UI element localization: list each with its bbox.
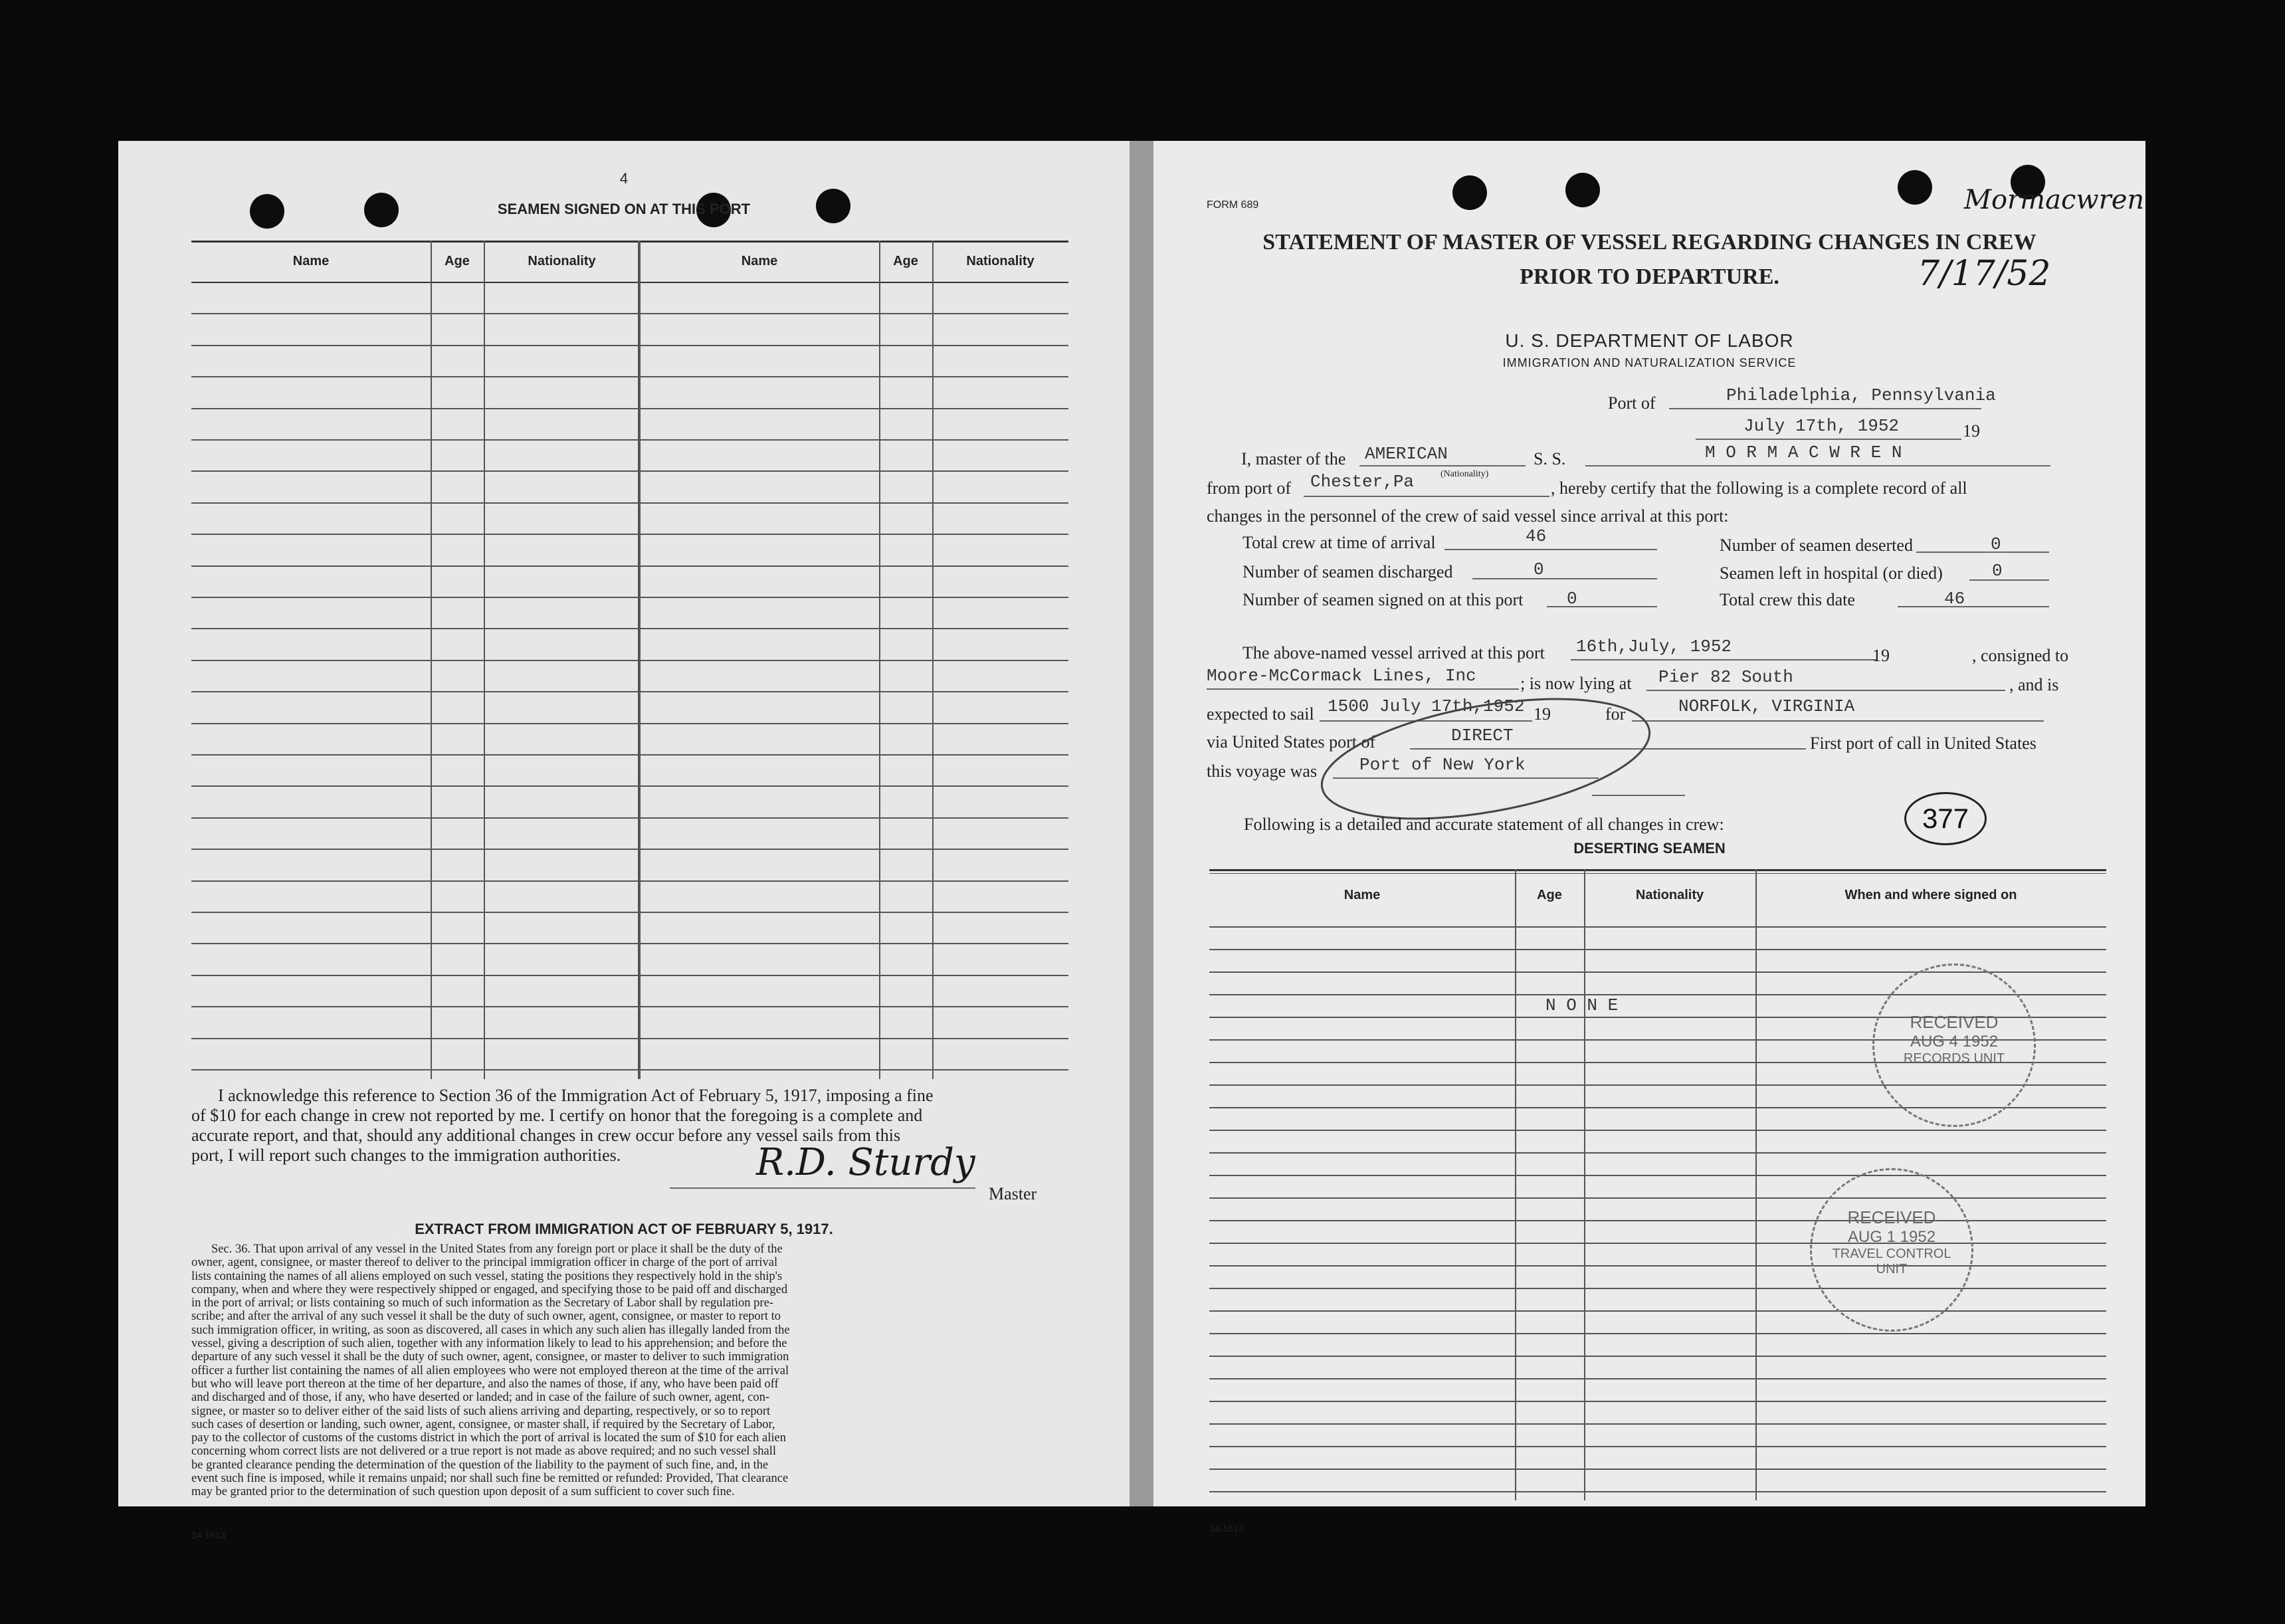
stamp-date-text: AUG 4 1952 <box>1910 1033 1999 1051</box>
table-row-rule <box>191 785 1068 787</box>
nationality-caption: (Nationality) <box>1441 469 1489 479</box>
total-crew-arrival-value: 46 <box>1526 526 1547 546</box>
seamen-discharged-value: 0 <box>1534 559 1544 579</box>
consignee-line <box>1207 688 1519 690</box>
extract-line: company, when and where they were respectively shipped or engaged, and specifying those to be paid off and discharged <box>191 1282 788 1296</box>
table-row-rule <box>1209 1491 2106 1492</box>
form-code: 14-1613 <box>191 1530 226 1540</box>
table-row-rule <box>1209 1220 2106 1221</box>
extract-line: but who will leave port thereon at the time of her departure, and also the names of those, if any, who have been paid off <box>191 1377 779 1391</box>
master-of-label: I, master of the <box>1241 449 1346 468</box>
following-text: Following is a detailed and accurate statement of all changes in crew: <box>1244 815 1724 834</box>
col-header-age: Age <box>1537 888 1562 902</box>
none-entry: N O N E <box>1545 995 1619 1015</box>
handwritten-date-note: 7/17/52 <box>1918 254 2051 294</box>
total-crew-arrival-label: Total crew at time of arrival <box>1242 533 1436 552</box>
seamen-signed-line <box>1547 606 1657 607</box>
lying-at-line <box>1646 690 2005 691</box>
department-name: U. S. DEPARTMENT OF LABOR <box>1505 330 1794 351</box>
seamen-hospital-line <box>1969 579 2049 581</box>
extract-line: such cases of desertion or landing, such owner, agent, consignee, or master shall, if required by the Secretary of Labor, <box>191 1417 775 1431</box>
binding-spine <box>1130 141 1153 1506</box>
col-header-name: Name <box>1343 888 1381 902</box>
stamp-received-text: RECEIVED <box>1847 1207 1936 1227</box>
table-row-rule <box>1209 1310 2106 1312</box>
voyage-label: this voyage was <box>1207 761 1318 781</box>
from-port-value: Chester,Pa <box>1310 472 1415 492</box>
seamen-hospital-value: 0 <box>1992 561 2003 581</box>
extract-line: owner, agent, consignee, or master thereof to deliver to the principal immigration officer in charge of the port of arrival <box>191 1256 778 1270</box>
stamp-unit-text: TRAVEL CONTROL <box>1832 1247 1951 1261</box>
extract-line: Sec. 36. That upon arrival of any vessel in the United States from any foreign port or place it shall be the duty of the <box>211 1243 783 1256</box>
for-label: for <box>1605 704 1626 724</box>
stamp-unit-text: RECORDS UNIT <box>1903 1051 2005 1066</box>
table-row-rule <box>191 439 1068 441</box>
table-row-rule <box>1209 1152 2106 1154</box>
form-title: STATEMENT OF MASTER OF VESSEL REGARDING CHANGES IN CREW <box>1262 230 2037 254</box>
received-stamp-records <box>1872 964 2036 1127</box>
extract-line: concerning whom correct lists are not delivered or a true report is not made as above required; and no such vessel shall <box>191 1445 776 1459</box>
table-row-rule <box>1209 1469 2106 1470</box>
table-row-rule <box>191 408 1068 409</box>
seamen-hospital-label: Seamen left in hospital (or died) <box>1720 563 1943 583</box>
col-header-age: Age <box>893 254 918 268</box>
extract-title: EXTRACT FROM IMMIGRATION ACT OF FEBRUARY 5, 1917. <box>415 1221 833 1237</box>
lying-at-label: ; is now lying at <box>1520 674 1632 693</box>
voyage-value: Port of New York <box>1359 755 1526 775</box>
from-port-line <box>1304 496 1549 497</box>
punch-hole <box>1565 173 1600 207</box>
signature-line <box>670 1187 975 1189</box>
form-subtitle: PRIOR TO DEPARTURE. <box>1520 264 1779 289</box>
col-header-nationality: Nationality <box>1635 888 1704 902</box>
separator-line <box>1592 795 1685 796</box>
table-row-rule <box>191 376 1068 377</box>
table-row-rule <box>191 975 1068 976</box>
via-label: via United States port of <box>1207 732 1376 752</box>
nationality-line <box>1359 465 1526 466</box>
col-header-nationality: Nationality <box>966 254 1035 268</box>
form-number: FORM 689 <box>1207 199 1259 211</box>
certify-text: , hereby certify that the following is a complete record of all <box>1551 478 1967 498</box>
port-label: Port of <box>1608 393 1656 413</box>
date-value: July 17th, 1952 <box>1743 416 1900 436</box>
extract-line: officer a further list containing the names of all alien employees who were not employed thereon at the time of the arrival <box>191 1364 789 1377</box>
table-row-rule <box>191 1038 1068 1039</box>
table-row-rule <box>191 470 1068 472</box>
expected-label: expected to sail <box>1207 704 1314 724</box>
consigned-label: , consigned to <box>1972 646 2069 665</box>
table-row-rule <box>191 817 1068 819</box>
stamp-unit-text: UNIT <box>1876 1262 1908 1276</box>
vessel-name: M O R M A C W R E N <box>1705 443 1902 462</box>
acknowledgment-line: of $10 for each change in crew not reported by me. I certify on honor that the foregoing is a complete and <box>191 1106 923 1125</box>
table-row-rule <box>191 565 1068 567</box>
acknowledgment-line: port, I will report such changes to the immigration authorities. <box>191 1146 621 1165</box>
arrived-value: 16th,July, 1952 <box>1576 637 1732 657</box>
port-line <box>1669 408 1981 409</box>
deserting-title: DESERTING SEAMEN <box>1573 840 1726 857</box>
service-name: IMMIGRATION AND NATURALIZATION SERVICE <box>1502 356 1797 369</box>
stamp-received-text: RECEIVED <box>1910 1012 1999 1032</box>
seamen-discharged-label: Number of seamen discharged <box>1242 562 1453 581</box>
from-port-label: from port of <box>1207 478 1292 498</box>
expected-year-suffix: 19 <box>1534 704 1551 724</box>
form-code: 14-1613 <box>1209 1523 1244 1534</box>
via-value: DIRECT <box>1451 726 1514 746</box>
table-row-rule <box>191 628 1068 629</box>
extract-line: signee, or master so to deliver either of the said lists of such aliens arriving and departing, respectively, or so to report <box>191 1404 771 1418</box>
table-row-rule <box>191 345 1068 346</box>
col-header-age: Age <box>445 254 470 268</box>
table-row-rule <box>1209 1333 2106 1334</box>
table-row-rule <box>191 912 1068 913</box>
master-signature: R.D. Sturdy <box>756 1141 975 1184</box>
punch-hole <box>1898 170 1932 205</box>
table-row-rule <box>1209 1401 2106 1402</box>
col-header-name: Name <box>292 254 330 268</box>
vessel-line <box>1585 465 2050 466</box>
expected-value: 1500 July 17th,1952 <box>1328 696 1525 716</box>
table-row-rule <box>191 754 1068 756</box>
total-crew-arrival-line <box>1444 549 1657 550</box>
master-label: Master <box>989 1184 1037 1203</box>
total-crew-date-line <box>1898 606 2049 607</box>
handwritten-vessel-note: Mormacwren <box>1964 185 2145 215</box>
table-row-rule <box>191 849 1068 850</box>
extract-body <box>191 1243 1082 1499</box>
extract-line: in the port of arrival; or lists containing so much of such information as the Secretary of Labor shall by regulation pre- <box>191 1296 773 1310</box>
right-page <box>1153 141 2145 1534</box>
extract-line: departure of any such vessel it shall be the duty of such owner, agent, consignee, or master to deliver to such immigration <box>191 1350 789 1364</box>
table-row-rule <box>1209 949 2106 950</box>
section-title: SEAMEN SIGNED ON AT THIS PORT <box>497 201 751 217</box>
changes-text: changes in the personnel of the crew of said vessel since arrival at this port: <box>1207 506 1729 526</box>
table-row-rule <box>191 502 1068 504</box>
seamen-signed-value: 0 <box>1567 589 1577 609</box>
table-row-rule <box>1209 1288 2106 1289</box>
extract-line: vessel, giving a description of such alien, together with any information likely to lead to his apprehension; and before the <box>191 1337 787 1351</box>
circled-number: 377 <box>1904 792 1987 845</box>
and-is-text: , and is <box>2009 675 2059 694</box>
destination-line <box>1632 720 2044 722</box>
table-row-rule <box>1209 926 2106 928</box>
table-row-rule <box>1209 1446 2106 1447</box>
table-row-rule <box>1209 1423 2106 1425</box>
extract-line: event such fine is imposed, while it remains unpaid; nor shall such fine be remitted or refunded: Provided, That clearance <box>191 1472 789 1486</box>
destination-value: NORFOLK, VIRGINIA <box>1678 696 1855 716</box>
ss-label: S. S. <box>1534 449 1566 468</box>
seamen-signed-label: Number of seamen signed on at this port <box>1242 590 1524 609</box>
arrived-line <box>1571 659 1876 660</box>
col-header-nationality: Nationality <box>528 254 596 268</box>
table-row-rule <box>1209 1378 2106 1379</box>
date-line <box>1696 439 1961 440</box>
punch-hole <box>1452 175 1487 210</box>
arrived-year-suffix: 19 <box>1872 646 1890 665</box>
seamen-deserted-label: Number of seamen deserted <box>1720 536 1913 555</box>
left-page <box>118 141 1130 1540</box>
total-crew-date-label: Total crew this date <box>1720 590 1855 609</box>
table-row-rule <box>191 943 1068 944</box>
acknowledgment-line: accurate report, and that, should any additional changes in crew occur before any vessel sails from this <box>191 1126 901 1145</box>
consignee-value: Moore-McCormack Lines, Inc <box>1207 666 1476 686</box>
table-row-rule <box>191 597 1068 598</box>
seamen-deserted-value: 0 <box>1991 534 2001 554</box>
extract-line: such immigration officer, in writing, as soon as discovered, all cases in which any such alien has illegally landed from the <box>191 1323 790 1337</box>
extract-line: pay to the collector of customs of the customs district in which the port of arrival is located the sum of $10 for each alien <box>191 1431 786 1445</box>
table-row-rule <box>191 1069 1068 1070</box>
col-header-signed-on: When and where signed on <box>1844 888 2017 902</box>
first-port-label: First port of call in United States <box>1810 734 2037 753</box>
table-row-rule <box>191 534 1068 535</box>
acknowledgment-line: I acknowledge this reference to Section 36 of the Immigration Act of February 5, 1917, imposing a fine <box>218 1086 934 1105</box>
received-stamp-travel-control <box>1810 1168 1973 1332</box>
extract-line: be granted clearance pending the determination of the question of the liability to the payment of such fine, and, in the <box>191 1458 769 1472</box>
nationality-value: AMERICAN <box>1365 444 1448 464</box>
arrived-label: The above-named vessel arrived at this port <box>1242 643 1545 662</box>
page-number: 4 <box>619 170 629 187</box>
extract-line: scribe; and after the arrival of any such vessel it shall be the duty of such owner, agent, consignee, or master to report to <box>191 1310 781 1324</box>
extract-line: and discharged and of those, if any, who have deserted or landed; and in case of the failure of such owner, agent, con- <box>191 1391 769 1405</box>
seamen-deserted-line <box>1916 552 2049 553</box>
seamen-discharged-line <box>1472 578 1657 579</box>
col-header-name: Name <box>741 254 778 268</box>
table-row-rule <box>191 880 1068 882</box>
table-row-rule <box>1209 1356 2106 1357</box>
table-row-rule <box>191 691 1068 692</box>
table-row-rule <box>1209 1130 2106 1131</box>
table-row-rule <box>191 660 1068 661</box>
table-row-rule <box>1209 1197 2106 1199</box>
extract-line: may be granted prior to the determination of such question upon deposit of a sum sufficient to cover such fine. <box>191 1485 735 1499</box>
year-suffix: 19 <box>1963 421 1980 441</box>
table-row-rule <box>191 1006 1068 1007</box>
port-value: Philadelphia, Pennsylvania <box>1726 385 1996 405</box>
extract-line: lists containing the names of all aliens employed on such vessel, stating the positions they respectively hold in the ship's <box>191 1269 783 1283</box>
stamp-date-text: AUG 1 1952 <box>1847 1228 1936 1246</box>
table-row-rule <box>191 723 1068 724</box>
lying-at-value: Pier 82 South <box>1658 667 1793 687</box>
table-row-rule <box>191 313 1068 314</box>
total-crew-date-value: 46 <box>1944 589 1965 609</box>
table-row-rule <box>1209 1175 2106 1176</box>
